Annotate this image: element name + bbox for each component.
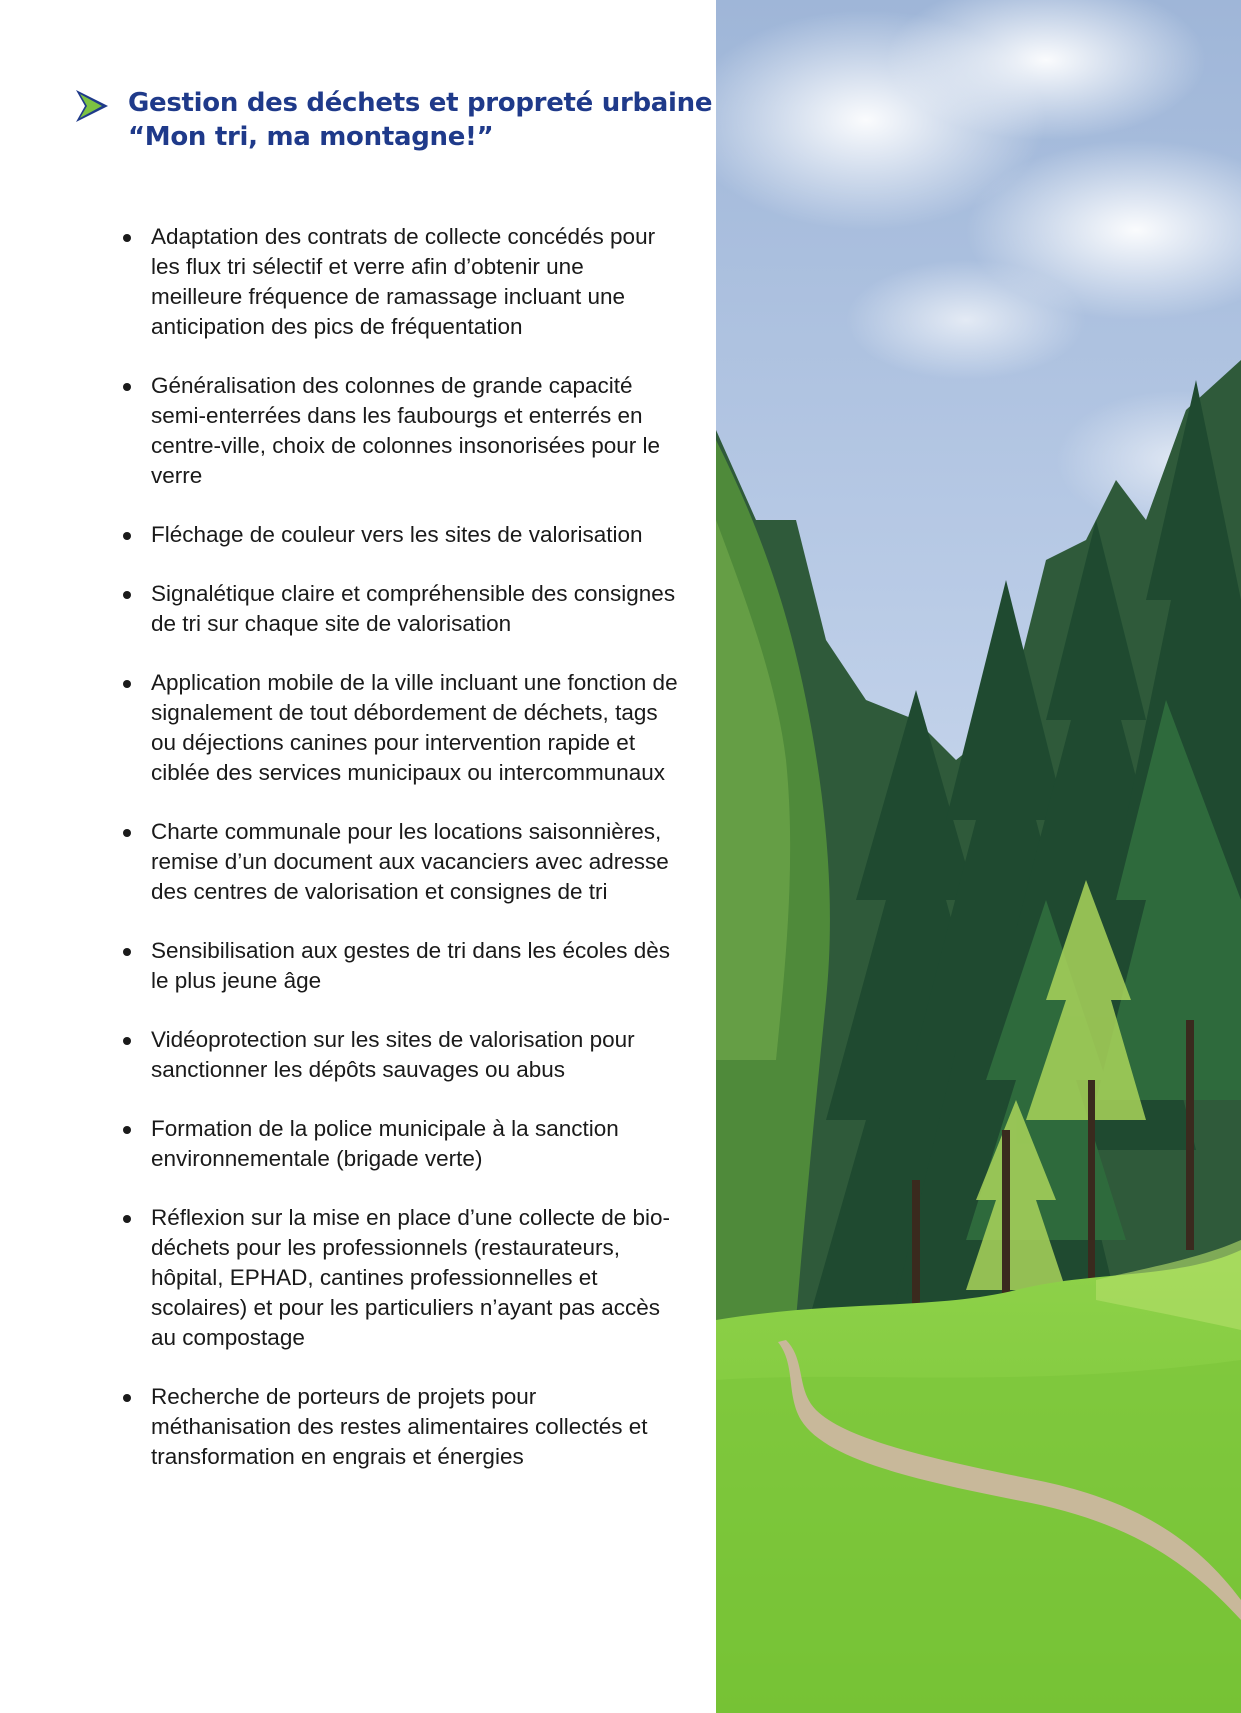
list-item: Recherche de porteurs de projets pour méthanisation des restes alimentaires collectés et transformation en engrais et énergies [120, 1382, 680, 1472]
list-item: Formation de la police municipale à la sanction environnementale (brigade verte) [120, 1114, 680, 1174]
bullet-list [120, 222, 680, 1501]
list-item: Réflexion sur la mise en place d’une collecte de bio-déchets pour les professionnels (restaurateurs, hôpital, EPHAD, cantines professionnelles et scolaires) et pour les particuliers n’ayant pas accès au compostage [120, 1203, 680, 1353]
list-item: Fléchage de couleur vers les sites de valorisation [120, 520, 680, 550]
list-item: Généralisation des colonnes de grande capacité semi-enterrées dans les faubourgs et enterrés en centre-ville, choix de colonnes insonorisées pour le verre [120, 371, 680, 491]
list-item: Vidéoprotection sur les sites de valorisation pour sanctionner les dépôts sauvages ou abus [120, 1025, 680, 1085]
list-item: Signalétique claire et compréhensible des consignes de tri sur chaque site de valorisation [120, 579, 680, 639]
list-item: Charte communale pour les locations saisonnières, remise d’un document aux vacanciers avec adresse des centres de valorisation et consignes de tri [120, 817, 680, 907]
title-line-2: “Mon tri, ma montagne!” [128, 122, 494, 152]
list-item: Application mobile de la ville incluant une fonction de signalement de tout débordement de déchets, tags ou déjections canines pour intervention rapide et ciblée des services municipaux ou intercommunaux [120, 668, 680, 788]
list-item: Adaptation des contrats de collecte concédés pour les flux tri sélectif et verre afin d’obtenir une meilleure fréquence de ramassage incluant une anticipation des pics de fréquentation [120, 222, 680, 342]
forest-path-photo [716, 0, 1241, 1713]
arrow-chevron-icon [74, 88, 110, 124]
forest-illustration [716, 0, 1241, 1713]
list-item: Sensibilisation aux gestes de tri dans les écoles dès le plus jeune âge [120, 936, 680, 996]
title-line-1: Gestion des déchets et propreté urbaine [128, 88, 713, 118]
page-title [128, 86, 718, 154]
